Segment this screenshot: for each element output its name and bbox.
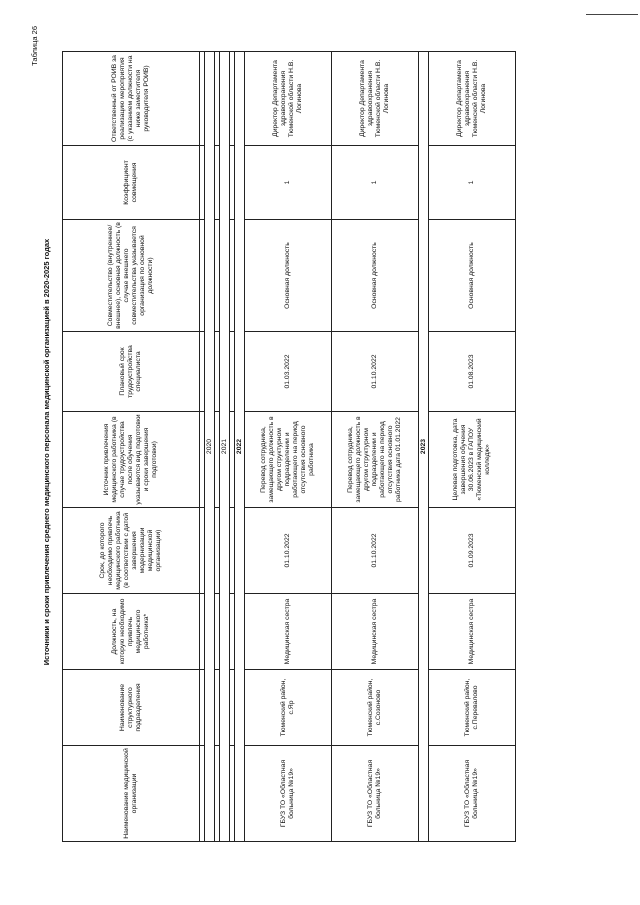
table-caption: Источники и сроки привлечения среднего медицинского персонала медицинской организацией в 2020-2025 годах [42,238,51,666]
table-row [429,52,516,842]
cell-unit: Тюменский район, с.Яр [245,670,332,746]
cell-position: Медицинская сестра [332,594,419,670]
year-label: 2020 [205,52,215,842]
staffing-table [62,51,516,842]
col-header-coefficient: Коэффициент совмещения [63,146,200,220]
cell-planned: 01.08.2023 [429,332,516,412]
year-row-2023 [419,52,429,842]
cell-combination: Основная должность [332,220,419,332]
year-row-2020 [205,52,215,842]
cell-coefficient: 1 [332,146,419,220]
table-row [245,52,332,842]
table-row [332,52,419,842]
cell-unit: Тюменский район, с.Созоново [332,670,419,746]
cell-deadline: 01.10.2022 [332,508,419,594]
cell-deadline: 01.09.2023 [429,508,516,594]
cell-coefficient: 1 [245,146,332,220]
col-header-org: Наименование медицинской организации [63,746,200,842]
header-row [63,52,200,842]
cell-source: Целевая подготовка, дата завершения обучения 30.06.2023 в ГАПОУ «Тюменский медицинский колледж» [429,412,516,508]
cell-responsible: Директор Департамента здравоохранения Тюменской области Н.В. Логинова [429,52,516,146]
year-label: 2021 [220,52,230,842]
col-header-position: Должность, на которую необходимо привлечь медицинского работника* [63,594,200,670]
cell-org: ГБУЗ ТО «Областная больница №19» [332,746,419,842]
cell-responsible: Директор Департамента здравоохранения Тюменской области Н.В. Логинова [332,52,419,146]
rotated-page-content [30,22,610,882]
cell-combination: Основная должность [429,220,516,332]
cell-org: ГБУЗ ТО «Областная больница №19» [429,746,516,842]
cell-source: Перевод сотрудника, замещающего должность в другом структурном подразделении и работающего на период отсутствия основного работника дата 01.01.2022 [332,412,419,508]
col-header-planned: Плановый срок трудоустройства специалиста [63,332,200,412]
cell-position: Медицинская сестра [429,594,516,670]
cell-source: Перевод сотрудника, замещающего должность в другом структурном подразделении и работающего на период отсутствия основного работника [245,412,332,508]
cell-responsible: Директор Департамента здравоохранения Тюменской области Н.В. Логинова [245,52,332,146]
year-label: 2023 [419,52,429,842]
year-row-2022 [235,52,245,842]
cell-deadline: 01.10.2022 [245,508,332,594]
cell-coefficient: 1 [429,146,516,220]
col-header-combination: Совместительство (внутреннее/внешнее), основная должность (в случае внешнего совместительства указывается организация по основной должности) [63,220,200,332]
col-header-responsible: Ответственный от РОИВ за реализацию мероприятия (с указанием должности на ниже заместителя руководителя РОИВ) [63,52,200,146]
year-label: 2022 [235,52,245,842]
col-header-deadline: Срок, до которого необходимо привлечь медицинского работника (в соответствии с датой завершения модернизации медицинской организации) [63,508,200,594]
cell-planned: 01.10.2022 [332,332,419,412]
cell-unit: Тюменский район, с.Перевалово [429,670,516,746]
table-number: Таблица 26 [30,26,39,66]
cell-position: Медицинская сестра [245,594,332,670]
header-rule [586,14,638,15]
col-header-unit: Наименование структурного подразделения [63,670,200,746]
col-header-source: Источник привлечения медицинского работника (в случае трудоустройства после обучения указываются вид подготовки и сроки завершения подготовки) [63,412,200,508]
year-row-2021 [220,52,230,842]
cell-planned: 01.03.2022 [245,332,332,412]
cell-combination: Основная должность [245,220,332,332]
cell-org: ГБУЗ ТО «Областная больница №19» [245,746,332,842]
